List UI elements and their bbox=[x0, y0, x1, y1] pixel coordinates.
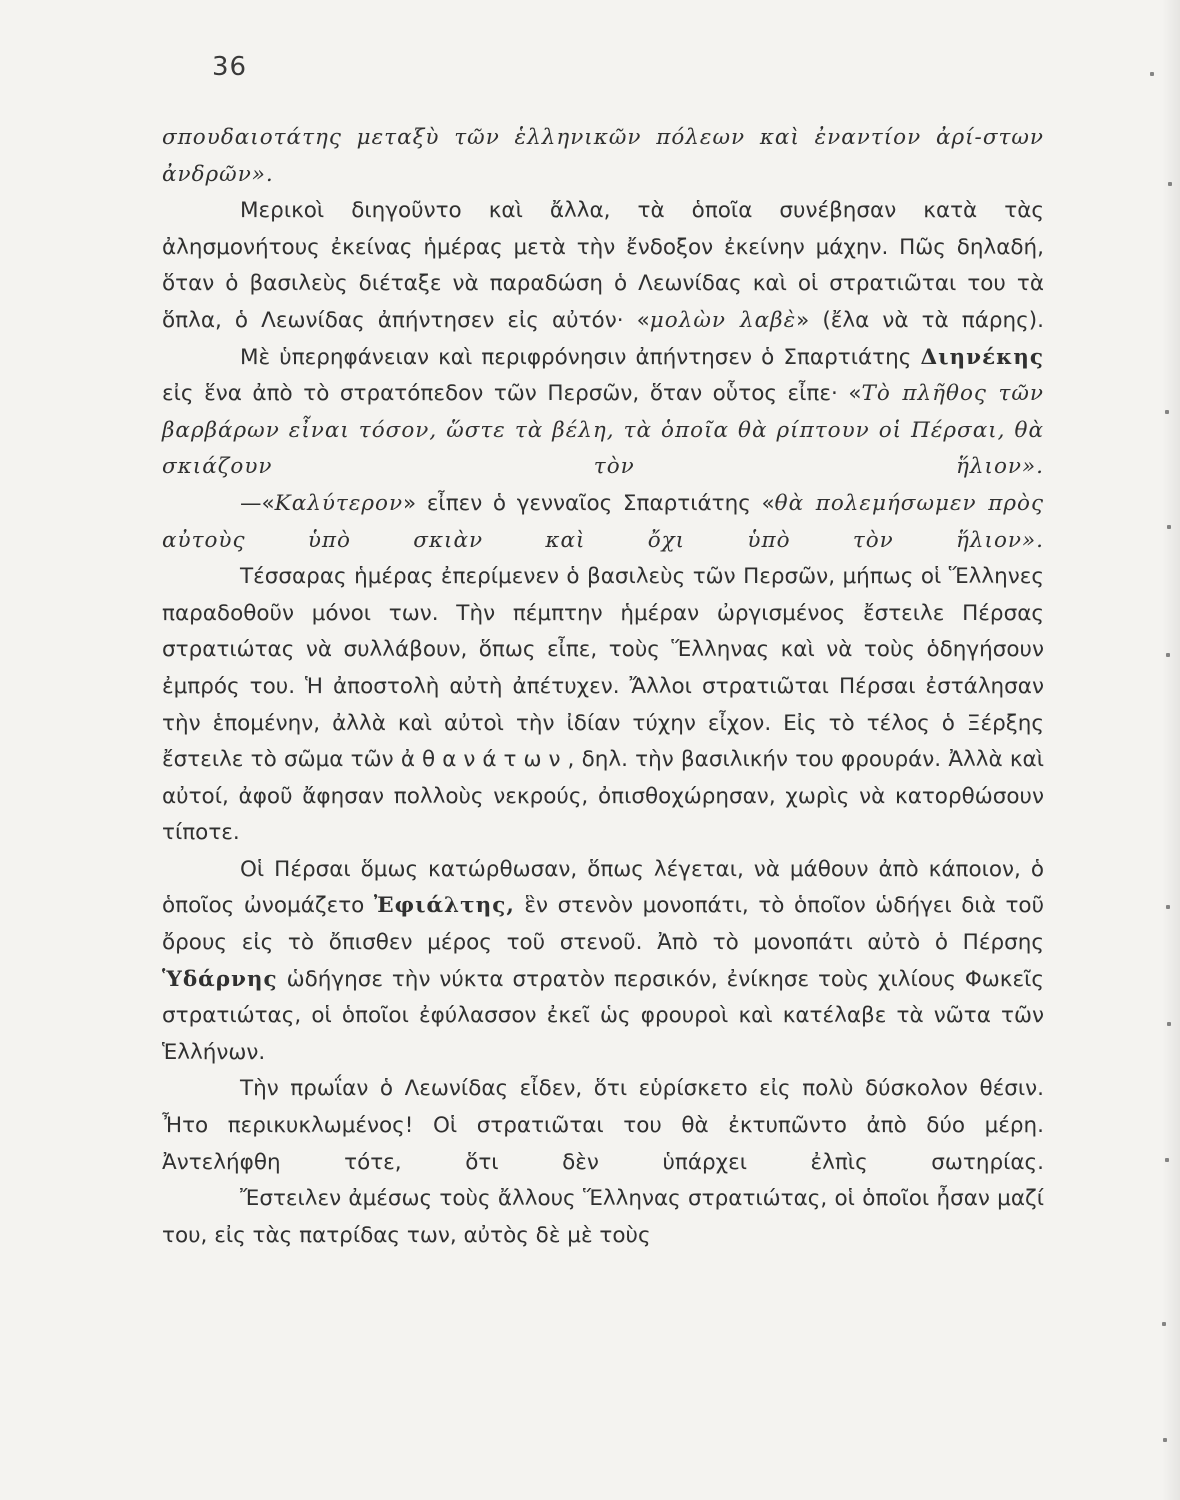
paragraph bbox=[162, 1181, 1044, 1254]
scan-mark bbox=[1163, 1438, 1167, 1442]
text-span: ἓν στενὸν μονοπάτι, τὸ ὁποῖον ὡδήγει διὰ τοῦ ὄρους εἰς τὸ ὄπισθεν μέρος τοῦ στενοῦ. Ἀπὸ τὸ μονοπάτι αὐτὸ ὁ Πέρσης bbox=[162, 893, 1045, 956]
paragraph bbox=[162, 1071, 1044, 1181]
paragraph bbox=[162, 559, 1044, 852]
text-span: Τὴν πρωΐαν ὁ Λεωνίδας εἶδεν, ὅτι εὑρίσκετο εἰς πολὺ δύσκολον θέσιν. Ἦτο περικυκλωμένος! Οἱ στρατιῶται του θὰ ἐκτυπῶντο ἀπὸ δύο μέρη. Ἀντελήφθη τότε, ὅτι δὲν ὑπάρχει ἐλπὶς σωτηρίας. bbox=[162, 1076, 1044, 1175]
scan-mark bbox=[1167, 1022, 1171, 1026]
text-span: ὡδήγησε τὴν νύκτα στρατὸν περσικόν, ἐνίκησε τοὺς χιλίους Φωκεῖς στρατιώτας, οἱ ὁποῖοι ἐφύλασσον ἐκεῖ ὡς φρουροὶ καὶ κατέλαβε τὰ νῶτα τῶν Ἑλλήνων. bbox=[162, 966, 1044, 1065]
text-span: εἰς ἕνα ἀπὸ τὸ στρατόπεδον τῶν Περσῶν, ὅταν οὗτος εἶπε· « bbox=[162, 381, 862, 407]
page-edge-shadow bbox=[1162, 0, 1180, 1500]
paragraph-continuation bbox=[162, 120, 1044, 193]
text-span: Μερικοὶ διηγοῦντο καὶ ἄλλα, τὰ ὁποῖα συνέβησαν κατὰ τὰς ἀλησμονήτους ἐκείνας ἡμέρας μετὰ τὴν ἔνδοξον ἐκείνην μάχην. Πῶς δηλαδή, ὅταν ὁ βασιλεὺς διέταξε νὰ παραδώση ὁ Λεωνίδας καὶ οἱ στρατιῶται του τὰ ὅπλα, ὁ Λεωνίδας ἀπήντησεν εἰς αὐτόν· « bbox=[162, 198, 1044, 333]
text-span: » (ἔλα νὰ τὰ πάρης). bbox=[796, 307, 1044, 333]
spaced-text: ἀθανάτων bbox=[400, 747, 568, 773]
body-text bbox=[162, 120, 1044, 1254]
italic-text: Καλύτερον bbox=[274, 490, 404, 516]
paragraph bbox=[162, 852, 1044, 1072]
text-span: Οἱ Πέρσαι ὅμως κατώρθωσαν, ὅπως λέγεται, νὰ μάθουν ἀπὸ κάποιον, ὁ ὁποῖος ὠνομάζετο bbox=[162, 856, 1044, 919]
italic-text: σπουδαιοτάτης μεταξὺ τῶν ἑλληνικῶν πόλεων καὶ ἐναντίον ἀρί-στων ἀνδρῶν». bbox=[162, 125, 1044, 187]
bold-name: Διηνέκης bbox=[920, 344, 1044, 370]
text-span: Μὲ ὑπερηφάνειαν καὶ περιφρόνησιν ἀπήντησεν ὁ Σπαρτιάτης bbox=[240, 344, 921, 370]
scan-mark bbox=[1162, 1322, 1166, 1326]
scan-mark bbox=[1166, 905, 1170, 909]
paragraph bbox=[162, 193, 1044, 339]
page-number: 36 bbox=[212, 52, 248, 82]
scan-mark bbox=[1165, 410, 1169, 414]
italic-text: μολὼν λαβὲ bbox=[649, 307, 797, 333]
bold-name: Ὑδάρνης bbox=[162, 966, 278, 992]
text-span: , δηλ. τὴν βασιλικήν του φρουράν. Ἀλλὰ καὶ αὐτοί, ἀφοῦ ἄφησαν πολλοὺς νεκρούς, ὀπισθοχώρησαν, χωρὶς νὰ κατορθώσουν τίποτε. bbox=[162, 747, 1044, 846]
text-span: » εἶπεν ὁ γενναῖος Σπαρτιάτης « bbox=[403, 490, 775, 516]
italic-text: Τὸ πλῆθος τῶν βαρβάρων εἶναι τόσον, ὥστε τὰ βέλη, τὰ ὁποῖα θὰ ρίπτουν οἱ Πέρσαι, θὰ σκιάζουν τὸν ἥλιον». bbox=[162, 381, 1044, 480]
text-span: —« bbox=[240, 490, 275, 516]
paragraph bbox=[162, 340, 1044, 486]
scan-mark bbox=[1150, 72, 1154, 76]
paragraph bbox=[162, 486, 1044, 559]
bold-name: Ἐφιάλτης, bbox=[373, 893, 515, 919]
italic-text: θὰ πολεμήσωμεν πρὸς αὐτοὺς ὑπὸ σκιὰν καὶ ὄχι ὑπὸ τὸν ἥλιον». bbox=[162, 490, 1044, 553]
scan-mark bbox=[1166, 653, 1170, 657]
text-span: Τέσσαρας ἡμέρας ἐπερίμενεν ὁ βασιλεὺς τῶν Περσῶν, μήπως οἱ Ἕλληνες παραδοθοῦν μόνοι των. Τὴν πέμπτην ἡμέραν ὠργισμένος ἔστειλε Πέρσας στρατιώτας νὰ συλλάβουν, ὅπως εἶπε, τοὺς Ἕλληνας καὶ νὰ τοὺς ὁδηγήσουν ἐμπρός του. Ἡ ἀποστολὴ αὐτὴ ἀπέτυχεν. Ἄλλοι στρατιῶται Πέρσαι ἐστάλησαν τὴν ἑπομένην, ἀλλὰ καὶ αὐτοὶ τὴν ἰδίαν τύχην εἶχον. Εἰς τὸ τέλος ὁ Ξέρξης ἔστειλε τὸ σῶμα τῶν bbox=[162, 564, 1044, 773]
scan-mark bbox=[1167, 525, 1171, 529]
scan-mark bbox=[1168, 182, 1172, 186]
scan-mark bbox=[1165, 1158, 1169, 1162]
text-span: Ἔστειλεν ἀμέσως τοὺς ἄλλους Ἕλληνας στρατιώτας, οἱ ὁποῖοι ἦσαν μαζί του, εἰς τὰς πατρίδας των, αὐτὸς δὲ μὲ τοὺς bbox=[162, 1186, 1044, 1248]
